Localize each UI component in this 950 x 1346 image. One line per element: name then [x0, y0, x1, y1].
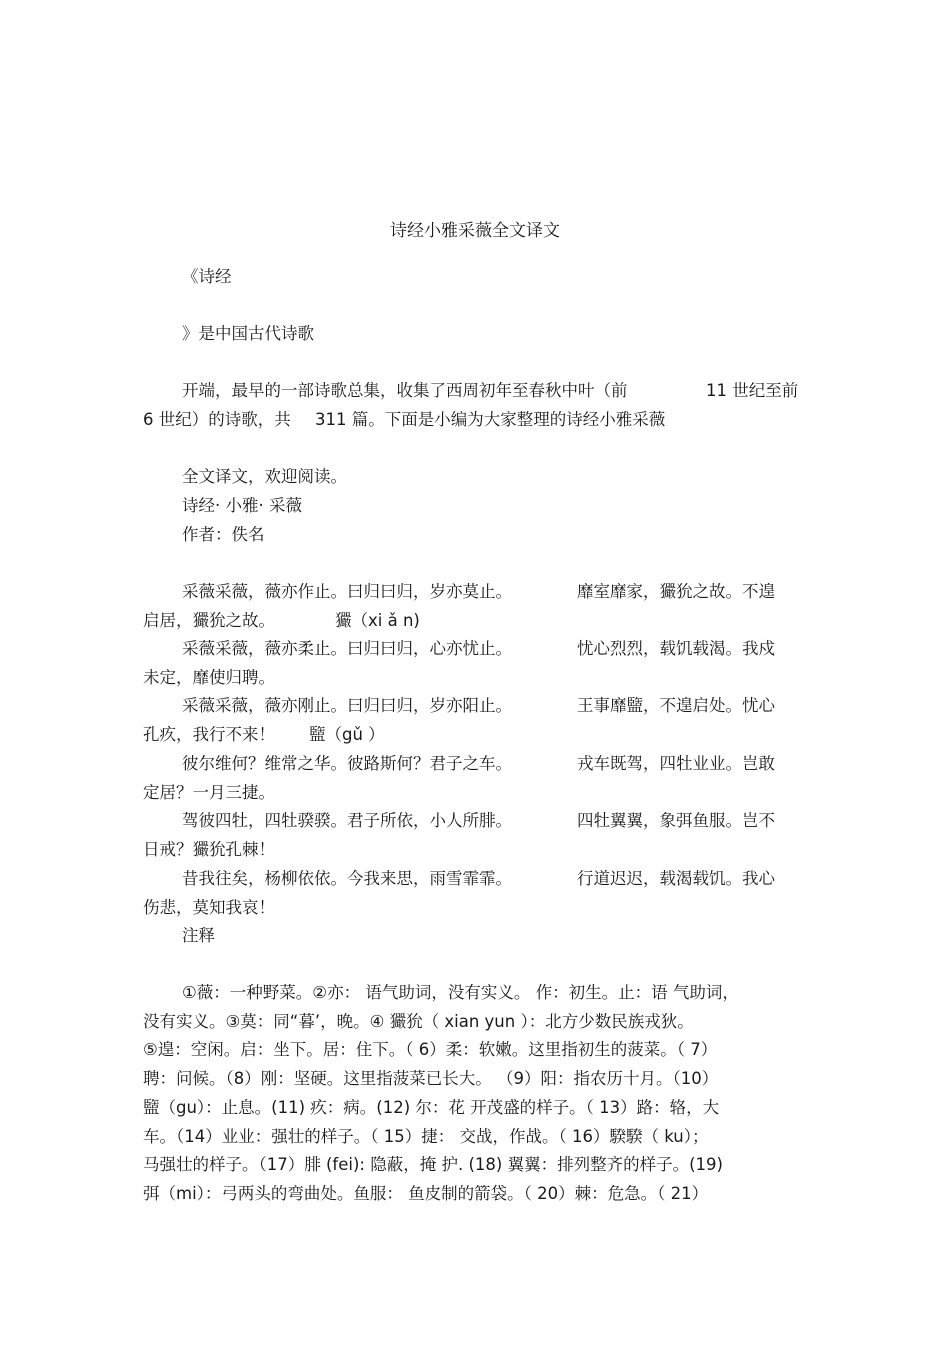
stanza-1-wrap: 启居，玁狁之故。	[143, 611, 275, 630]
intro-line-2: 》是中国古代诗歌	[182, 324, 314, 343]
intro-line-5: 全文译文，欢迎阅读。	[182, 467, 347, 486]
poem-source: 诗经· 小雅· 采薇	[182, 496, 302, 515]
notes-heading: 注释	[182, 926, 215, 945]
stanza-6-first-half: 昔我往矣，杨柳依依。今我来思，雨雪霏霏。	[182, 869, 512, 888]
stanza-4-second-half: 戎车既驾，四牡业业。岂敢	[577, 754, 775, 773]
stanza-2-second-half: 忧心烈烈，载饥载渴。我戍	[577, 639, 775, 658]
notes-line-1: ①薇：一种野菜。②亦： 语气助词，没有实义。 作：初生。止：语 气助词，	[182, 983, 739, 1002]
intro-line-3-tail: 11 世纪至前	[706, 381, 799, 400]
intro-line-3: 开端，最早的一部诗歌总集，收集了西周初年至春秋中叶（前	[182, 381, 628, 400]
stanza-5-second-half: 四牡翼翼，象弭鱼服。岂不	[577, 811, 775, 830]
stanza-5-wrap: 日戒？玁狁孔棘！	[143, 840, 275, 859]
stanza-2-first-half: 采薇采薇，薇亦柔止。曰归曰归，心亦忧止。	[182, 639, 512, 658]
intro-line-4-tail: 311 篇。下面是小编为大家整理的诗经小雅采薇	[315, 410, 666, 429]
stanza-3-second-half: 王事靡盬，不遑启处。忧心	[577, 696, 775, 715]
notes-line-2: 没有实义。③莫：同“暮’，晚。④ 玁狁（ xian yun ）：北方少数民族戎狄。	[143, 1012, 694, 1031]
notes-line-8: 弭（mi）：弓两头的弯曲处。鱼服： 鱼皮制的箭袋。（ 20）棘：危急。（ 21）	[143, 1184, 709, 1203]
stanza-6-wrap: 伤悲，莫知我哀！	[143, 898, 275, 917]
stanza-1-pronunciation: 玁（xi ǎ n)	[335, 611, 420, 630]
notes-line-5: 盬（gu）：止息。(11) 疚：病。(12) 尔：花 开茂盛的样子。（ 13）路：辂，大	[143, 1098, 720, 1117]
intro-line-1: 《诗经	[182, 267, 232, 286]
stanza-2-wrap: 未定，靡使归聘。	[143, 668, 275, 687]
stanza-1-second-half: 靡室靡家，玁狁之故。不遑	[577, 582, 775, 601]
notes-line-6: 车。（14）业业：强壮的样子。（ 15）捷： 交战，作战。（ 16）騤騤（ ku）；	[143, 1127, 709, 1146]
poem-author: 作者：佚名	[182, 525, 265, 544]
notes-line-3: ⑤遑：空闲。启：坐下。居：住下。（ 6）柔：软嫩。这里指初生的菠菜。（ 7）	[143, 1040, 718, 1059]
page-title: 诗经小雅采薇全文译文	[390, 221, 560, 241]
stanza-6-second-half: 行道迟迟，载渴载饥。我心	[577, 869, 775, 888]
stanza-3-pronunciation: 盬（gǔ ）	[309, 725, 385, 744]
stanza-5-first-half: 驾彼四牡，四牡骙骙。君子所依，小人所腓。	[182, 811, 512, 830]
notes-line-7: 马强壮的样子。（17）腓 (fei): 隐蔽，掩 护. (18) 翼翼：排列整齐的样子。(19)	[143, 1155, 723, 1174]
notes-line-4: 聘：问候。（8）刚：坚硬。这里指菠菜已长大。 （9）阳：指农历十月。（10）	[143, 1069, 719, 1088]
stanza-4-wrap: 定居？一月三捷。	[143, 783, 275, 802]
stanza-3-wrap: 孔疚，我行不来！	[143, 725, 275, 744]
stanza-3-first-half: 采薇采薇，薇亦刚止。曰归曰归，岁亦阳止。	[182, 696, 512, 715]
stanza-1-first-half: 采薇采薇，薇亦作止。曰归曰归，岁亦莫止。	[182, 582, 512, 601]
intro-line-4: 6 世纪）的诗歌，共	[143, 410, 291, 429]
stanza-4-first-half: 彼尔维何？维常之华。彼路斯何？君子之车。	[182, 754, 512, 773]
